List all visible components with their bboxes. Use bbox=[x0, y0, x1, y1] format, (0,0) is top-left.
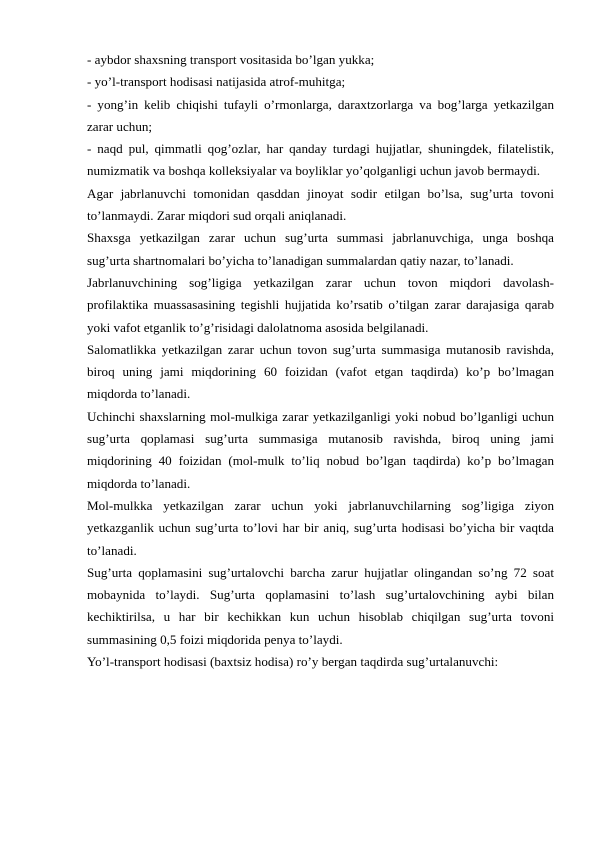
paragraph-accident-obligations: Yo’l-transport hodisasi (baxtsiz hodisa) ro’y bergan taqdirda sug’urtalanuvchi: bbox=[87, 654, 499, 670]
paragraph-health-60-percent: Salomatlikka yetkazilgan zarar uchun tovon sug’urta summasiga mutanosib ravishda, biroq uning jami miqdorining 60 foizidan (vafot etgan taqdirda) ko’p bo’lmagan miqdorda to’lanadi. bbox=[87, 341, 554, 402]
list-item-fire-damage: - yong’in kelib chiqishi tufayli o’rmonlarga, daraxtzorlarga va bog’larga yetkazilgan zarar uchun; bbox=[87, 96, 554, 134]
paragraph-health-compensation: Jabrlanuvchining sog’ligiga yetkazilgan zarar uchun tovon miqdori davolash-profilaktika muassasasining tegishli hujjatida ko’rsatib o’tilgan zarar darajasiga qarab yoki vafot etganlik to’g’risidagi dalolatnoma asosida belgilanadi. bbox=[87, 274, 554, 335]
paragraph-personal-injury: Shaxsga yetkazilgan zarar uchun sug’urta summasi jabrlanuvchiga, unga boshqa sug’urta shartnomalari bo’yicha to’lanadigan summalardan qatiy nazar, to’lanadi. bbox=[87, 230, 554, 268]
document-page bbox=[87, 49, 554, 673]
paragraph-payment-deadline: Sug’urta qoplamasini sug’urtalovchi barcha zarur hujjatlar olingandan so’ng 72 soat mobaynida to’laydi. Sug’urta qoplamasini to’lash sug’urtalovchining aybi bilan kechiktirilsa, u har bir kechikkan kun uchun hisoblab chiqilgan sug’urta tovoni summasining 0,5 foizi miqdorida penya to’laydi. bbox=[87, 564, 554, 647]
paragraph-one-time-payment: Mol-mulkka yetkazilgan zarar uchun yoki jabrlanuvchilarning sog’ligiga ziyon yetkazganlik uchun sug’urta to’lovi har bir aniq, sug’urta hodisasi bo’yicha bir vaqtda to’lanadi. bbox=[87, 497, 554, 558]
list-item-environment: - yo’l-transport hodisasi natijasida atrof-muhitga; bbox=[87, 74, 346, 90]
list-item-cargo: - aybdor shaxsning transport vositasida bo’lgan yukka; bbox=[87, 52, 375, 67]
paragraph-intentional-crime: Agar jabrlanuvchi tomonidan qasddan jinoyat sodir etilgan bo’lsa, sug’urta tovoni to’lanmaydi. Zarar miqdori sud orqali aniqlanadi. bbox=[87, 185, 554, 224]
list-item-cash-valuables: - naqd pul, qimmatli qog’ozlar, har qanday turdagi hujjatlar, shuningdek, filatelistik, numizmatik va boshqa kolleksiyalar va boyliklar yo’qolganligi uchun javob bermaydi. bbox=[87, 141, 554, 179]
paragraph-property-40-percent: Uchinchi shaxslarning mol-mulkiga zarar yetkazilganligi yoki nobud bo’lganligi uchun sug’urta qoplamasi sug’urta summasiga mutanosib ravishda, biroq uning jami miqdorining 40 foizidan (mol-mulk to’liq nobud bo’lgan taqdirda) ko’p bo’lmagan miqdorda to’lanadi. bbox=[87, 408, 554, 491]
